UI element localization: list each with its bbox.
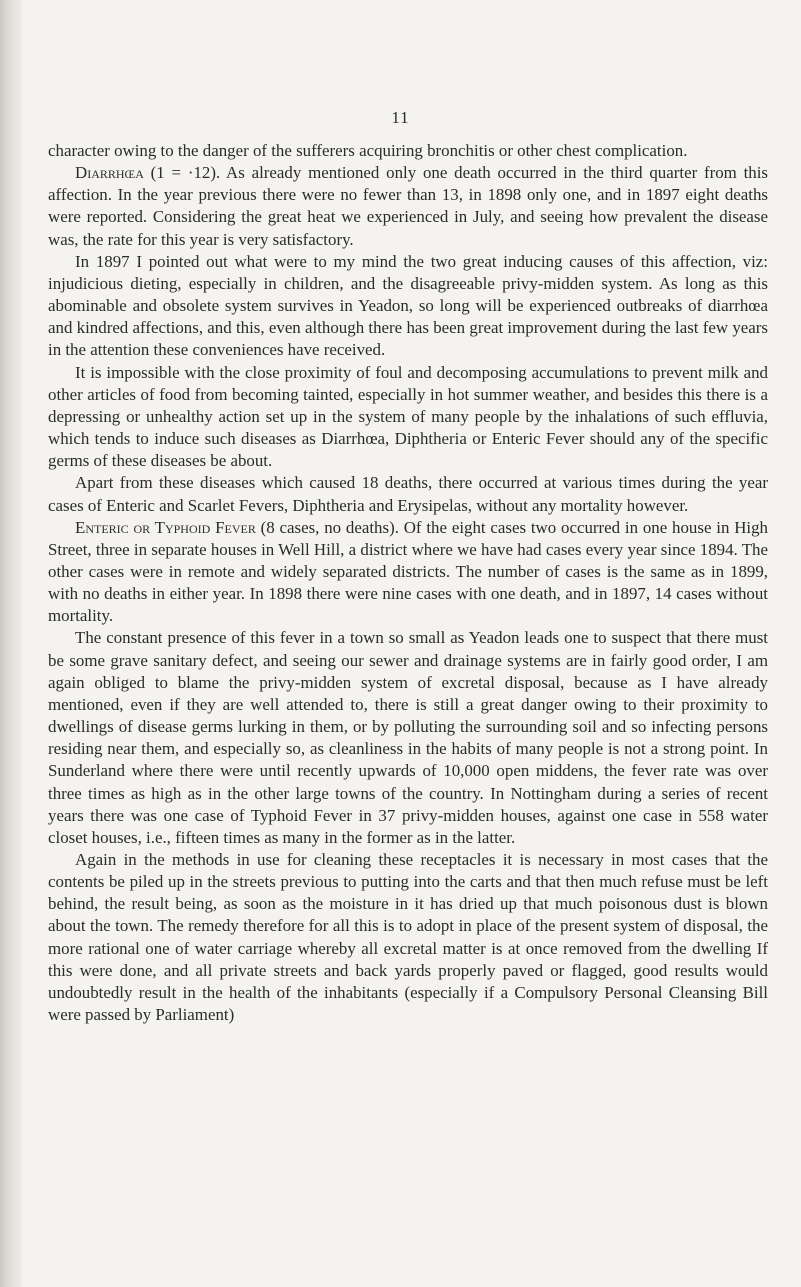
book-spine-shadow xyxy=(0,0,22,1287)
section-heading: Diarrhœa xyxy=(75,163,144,183)
page-number: 11 xyxy=(391,108,410,127)
section-heading: Enteric or Typhoid Fever xyxy=(75,517,256,537)
paragraph: character owing to the danger of the sufferers acquiring bronchitis or other chest complication. xyxy=(48,141,688,160)
paragraph: The constant presence of this fever in a town so small as Yeadon leads one to suspect that there must be some grave sanitary defect, and seeing our sewer and drainage systems are in fairly good order, I am again obliged to blame the privy-midden system of excretal disposal, because as I have already mentioned, even if they are well attended to, there is still a great danger owing to their proximity to dwellings of disease germs lurking in them, or by polluting the surrounding soil and so infecting persons residing near them, and especially so, as cleanliness in the habits of many people is not a strong point. In Sunderland where there were until recently upwards of 10,000 open middens, the fever rate was over three times as high as in the other large towns of the country. In Nottingham during a series of recent years there was one case of Typhoid Fever in 37 privy-midden houses, against one case in 558 water closet houses, i.e., fifteen times as many in the former as in the latter. xyxy=(48,628,768,847)
paragraph: In 1897 I pointed out what were to my mind the two great inducing causes of this affection, viz: injudicious dieting, especially in children, and the disagreeable privy-midden system. As long as this abominable and obsolete system survives in Yeadon, so long will be experienced outbreaks of diarrhœa and kindred affections, and this, even although there has been great improvement during the last few years in the attention these conveniences have received. xyxy=(48,251,768,360)
paragraph: Apart from these diseases which caused 18 deaths, there occurred at various times during the year cases of Enteric and Scarlet Fevers, Diphtheria and Erysipelas, without any mortality however. xyxy=(48,473,768,515)
paragraph-diarrhoea: Diarrhœa (1 = ·12). As already mentioned only one death occurred in the third quarter from this affection. In the year previous there were no fewer than 13, in 1898 only one, and in 1897 eight deaths were reported. Considering the great heat we experienced in July, and seeing how prevalent the disease was, the rate for this year is very satisfactory. xyxy=(48,163,768,249)
paragraph-enteric-fever: Enteric or Typhoid Fever (8 cases, no deaths). Of the eight cases two occurred in one house in High Street, three in separate houses in Well Hill, a district where we have had cases every year since 1894. The other cases were in remote and widely separated districts. The number of cases is the same as in 1899, with no deaths in either year. In 1898 there were nine cases with one death, and in 1897, 14 cases without mortality. xyxy=(48,517,768,626)
paragraph: Again in the methods in use for cleaning these receptacles it is necessary in most cases that the contents be piled up in the streets previous to putting into the carts and that then much refuse must be left behind, the result being, as soon as the moisture in it has dried up that much poisonous dust is blown about the town. The remedy therefore for all this is to adopt in place of the present system of disposal, the more rational one of water carriage whereby all excretal matter is at once removed from the dwelling If this were done, and all private streets and back yards properly paved or flagged, good results would undoubtedly result in the health of the inhabitants (especially if a Compulsory Personal Cleansing Bill were passed by Parliament) xyxy=(48,850,768,1025)
document-body xyxy=(48,140,768,1026)
paragraph: It is impossible with the close proximity of foul and decomposing accumulations to prevent milk and other articles of food from becoming tainted, especially in hot summer weather, and besides this there is a depressing or unhealthy action set up in the system of many people by the inhalations of such effluvia, which tends to induce such diseases as Diarrhœa, Diphtheria or Enteric Fever should any of the specific germs of these diseases be about. xyxy=(48,362,768,471)
